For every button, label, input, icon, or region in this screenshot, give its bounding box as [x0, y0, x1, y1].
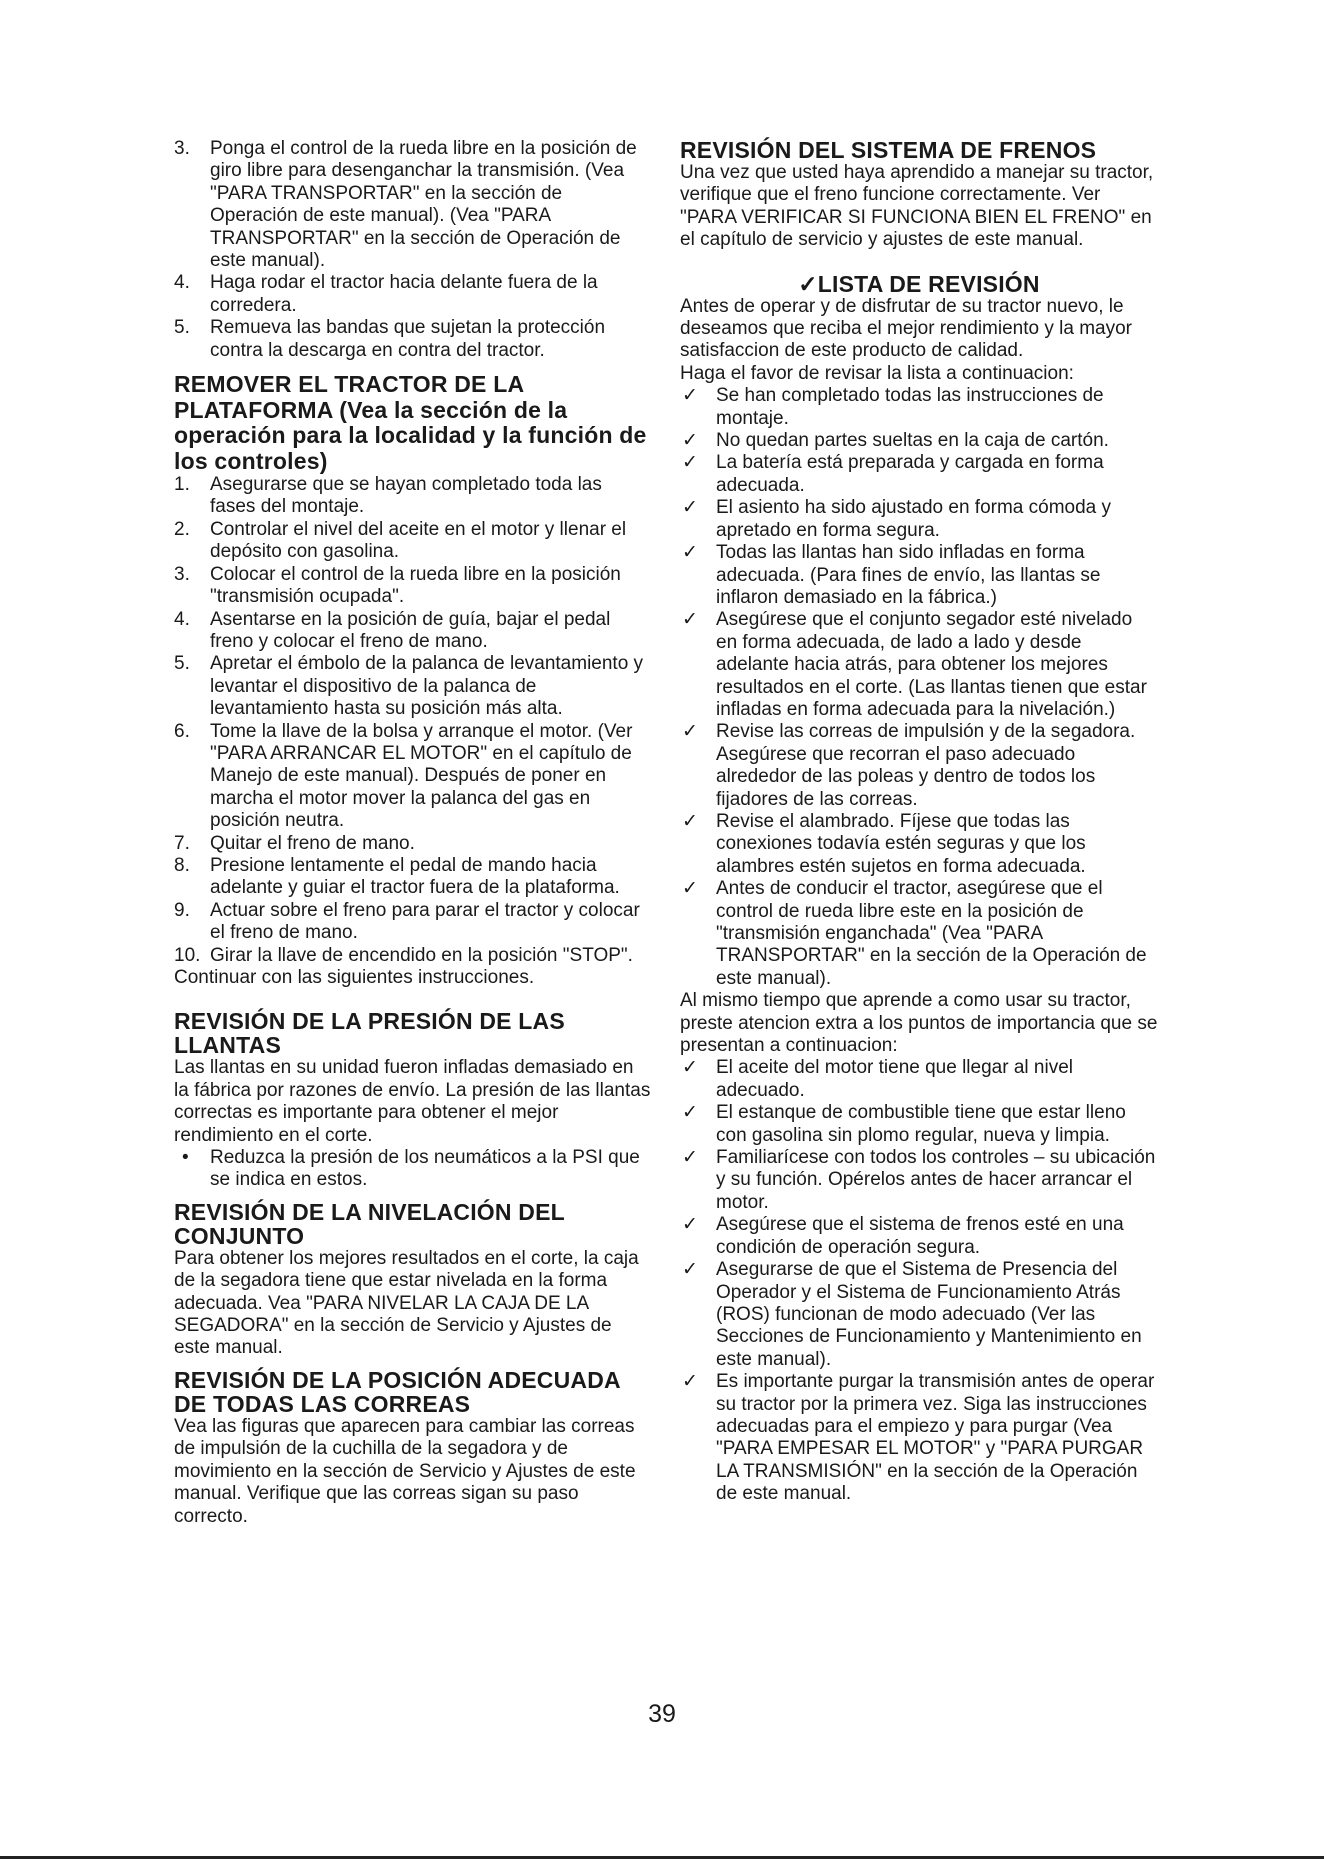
- checklist-lead: Haga el favor de revisar la lista a continuacion:: [680, 362, 1074, 384]
- transport-steps: [174, 138, 652, 362]
- step-text: Asegurarse que se hayan completado toda las fases del montaje.: [210, 474, 602, 518]
- continue-note: Continuar con las siguientes instrucciones.: [174, 967, 535, 988]
- belts-paragraph: Vea las figuras que aparecen para cambiar las correas de impulsión de la cuchilla de la segadora y de movimiento en la sección de Servicio y Ajustes de este manual. Verifique que las correas sigan su paso correcto.: [174, 1415, 636, 1527]
- step-number: 5.: [174, 653, 190, 675]
- list-item: [174, 317, 652, 362]
- step-number: 8.: [174, 854, 190, 876]
- checklist-item: [680, 721, 1158, 811]
- checklist-item: [680, 1147, 1158, 1214]
- section-heading-remove-tractor: REMOVER EL TRACTOR DE LA PLATAFORMA (Vea la sección de la operación para la localidad y la función de los controles): [174, 371, 647, 474]
- checklist-item: [680, 497, 1158, 542]
- bullet-text: Reduzca la presión de los neumáticos a la PSI que se indica en estos.: [210, 1147, 640, 1191]
- checklist-item: [680, 430, 1158, 452]
- step-text: Quitar el freno de mano.: [210, 832, 415, 854]
- step-text: Remueva las bandas que sujetan la protección contra la descarga en contra del tractor.: [210, 317, 606, 361]
- bullet-marker: •: [182, 1147, 189, 1169]
- step-number: 9.: [174, 899, 190, 921]
- checklist-intro: Antes de operar y de disfrutar de su tractor nuevo, le deseamos que reciba el mejor rendimiento y la mayor satisfaccion de este producto de calidad.: [680, 295, 1132, 362]
- step-number: 4.: [174, 272, 190, 294]
- checklist-item: [680, 452, 1158, 497]
- step-text: Actuar sobre el freno para parar el tractor y colocar el freno de mano.: [210, 899, 640, 944]
- tire-paragraph: Las llantas en su unidad fueron infladas demasiado en la fábrica por razones de envío. La presión de las llantas correctas es importante para obtener el mejor rendimiento en el corte.: [174, 1057, 651, 1146]
- step-text: Haga rodar el tractor hacia delante fuera de la corredera.: [210, 272, 598, 316]
- checklist-item-text: El aceite del motor tiene que llegar al nivel adecuado.: [716, 1057, 1073, 1101]
- checklist-item-text: Revise las correas de impulsión y de la segadora. Asegúrese que recorran el paso adecuado alrededor de las poleas y dentro de todos los fijadores de las correas.: [716, 721, 1136, 810]
- list-item: [174, 474, 652, 519]
- checklist-item: [680, 1102, 1158, 1147]
- checklist-item-text: Se han completado todas las instrucciones de montaje.: [716, 385, 1104, 429]
- step-number: 6.: [174, 720, 190, 742]
- checklist-item-text: El estanque de combustible tiene que estar lleno con gasolina sin plomo regular, nueva y limpia.: [716, 1102, 1126, 1146]
- list-item: [174, 653, 652, 720]
- section-heading-checklist: ✓LISTA DE REVISIÓN: [798, 270, 1040, 297]
- checklist-item-text: Es importante purgar la transmisión antes de operar su tractor por la primera vez. Siga las instrucciones adecuadas para el empiezo y para purgar (Vea "PARA EMPESAR EL MOTOR" y "PARA PURGAR LA TRANSMISIÓN" en la sección de la Operación de este manual.: [716, 1371, 1155, 1505]
- step-number: 5.: [174, 317, 190, 339]
- check-mark-icon: ✓: [682, 385, 698, 407]
- checklist-item: [680, 1371, 1158, 1505]
- check-mark-icon: ✓: [682, 452, 698, 474]
- section-heading-deck-level: REVISIÓN DE LA NIVELACIÓN DEL CONJUNTO: [174, 1198, 565, 1249]
- checklist-item: [680, 1214, 1158, 1259]
- step-number: 7.: [174, 832, 190, 854]
- list-item: [174, 138, 652, 272]
- check-mark-icon: ✓: [682, 609, 698, 631]
- checklist-item: [680, 542, 1158, 609]
- list-item: [174, 1147, 652, 1192]
- step-text: Apretar el émbolo de la palanca de levantamiento y levantar el dispositivo de la palanca de levantamiento hasta su posición más alta.: [210, 653, 644, 720]
- checklist-item: [680, 1259, 1158, 1371]
- check-mark-icon: ✓: [682, 430, 698, 452]
- checklist-item: [680, 1057, 1158, 1102]
- list-item: [174, 855, 652, 900]
- list-item: [174, 900, 652, 945]
- step-text: Controlar el nivel del aceite en el motor y llenar el depósito con gasolina.: [210, 518, 627, 563]
- check-mark-icon: ✓: [682, 497, 698, 519]
- checklist-item-text: El asiento ha sido ajustado en forma cómoda y apretado en forma segura.: [716, 497, 1112, 541]
- checklist-item: [680, 609, 1158, 721]
- step-number: 2.: [174, 518, 190, 540]
- checklist-item-text: Antes de conducir el tractor, asegúrese que el control de rueda libre este en la posición de "transmisión enganchada" (Vea "PARA TRANSPORTAR" en la sección de la Operación de este manual).: [716, 878, 1147, 989]
- step-number: 3.: [174, 563, 190, 585]
- step-number: 3.: [174, 138, 190, 159]
- step-number: 1.: [174, 474, 190, 496]
- check-mark-icon: ✓: [682, 1214, 698, 1236]
- check-mark-icon: ✓: [682, 1259, 698, 1281]
- check-mark-icon: ✓: [682, 878, 698, 900]
- section-heading-belts: REVISIÓN DE LA POSICIÓN ADECUADA DE TODAS LAS CORREAS: [174, 1366, 620, 1417]
- step-text: Presione lentamente el pedal de mando hacia adelante y guiar el tractor fuera de la plataforma.: [210, 854, 620, 899]
- list-item: [174, 272, 652, 317]
- section-heading-tire-pressure: REVISIÓN DE LA PRESIÓN DE LAS LLANTAS: [174, 1008, 565, 1059]
- list-item: [174, 833, 652, 855]
- check-mark-icon: ✓: [682, 810, 698, 832]
- checklist-item-text: Asegúrese que el conjunto segador esté nivelado en forma adecuada, de lado a lado y desde adelante hacia atrás, para obtener los mejores resultados en el corte. (Las llantas tienen que estar infladas en forma adecuada para la nivelación.): [716, 609, 1147, 720]
- step-number: 4.: [174, 608, 190, 630]
- list-item: [174, 609, 652, 654]
- brakes-paragraph: Una vez que usted haya aprendido a manejar su tractor, verifique que el freno funcione correctamente. Ver "PARA VERIFICAR SI FUNCIONA BIEN EL FRENO" en el capítulo de servicio y ajustes de este manual.: [680, 162, 1154, 251]
- step-number: 10.: [174, 944, 201, 966]
- check-mark-icon: ✓: [682, 1371, 698, 1393]
- checklist-item-text: Asegúrese que el sistema de frenos esté en una condición de operación segura.: [716, 1214, 1124, 1258]
- check-mark-icon: ✓: [682, 1102, 698, 1124]
- checklist-item-text: Revise el alambrado. Fíjese que todas las conexiones todavía estén seguras y que los alambres estén sujetos en forma adecuada.: [716, 810, 1086, 877]
- right-column: [680, 138, 1158, 1506]
- list-item: [174, 564, 652, 609]
- checklist-item: [680, 385, 1158, 430]
- step-text: Asentarse en la posición de guía, bajar el pedal freno y colocar el freno de mano.: [210, 608, 611, 652]
- left-column: [174, 138, 652, 1528]
- checklist-item-text: Familiarícese con todos los controles – su ubicación y su función. Opérelos antes de hacer arrancar el motor.: [716, 1147, 1156, 1213]
- checklist-item: [680, 811, 1158, 878]
- step-text: Tome la llave de la bolsa y arranque el motor. (Ver "PARA ARRANCAR EL MOTOR" en el capítulo de Manejo de este manual). Después de poner en marcha el motor mover la palanca del gas en posición neutra.: [210, 720, 633, 832]
- check-mark-icon: ✓: [682, 1057, 698, 1079]
- checklist: [680, 385, 1158, 990]
- step-text: Colocar el control de la rueda libre en la posición "transmisión ocupada".: [210, 563, 621, 608]
- tire-bullets: [174, 1147, 652, 1192]
- checklist-item-text: La batería está preparada y cargada en forma adecuada.: [716, 452, 1104, 496]
- attention-list: [680, 1057, 1158, 1505]
- step-text: Girar la llave de encendido en la posición "STOP".: [210, 944, 633, 966]
- checklist-item-text: No quedan partes sueltas en la caja de cartón.: [716, 430, 1109, 452]
- attention-intro: Al mismo tiempo que aprende a como usar su tractor, preste atencion extra a los puntos de importancia que se presentan a continuacion:: [680, 990, 1158, 1057]
- list-item: [174, 721, 652, 833]
- checklist-item-text: Asegurarse de que el Sistema de Presencia del Operador y el Sistema de Funcionamiento Atrás (ROS) funcionan de modo adecuado (Ver las Secciones de Funcionamiento y Mantenimiento en este manual).: [716, 1259, 1142, 1370]
- bottom-divider: [0, 1856, 1324, 1859]
- list-item: [174, 519, 652, 564]
- check-mark-icon: ✓: [682, 542, 698, 564]
- page-number: 39: [648, 1700, 676, 1728]
- checklist-item: [680, 878, 1158, 990]
- level-paragraph: Para obtener los mejores resultados en el corte, la caja de la segadora tiene que estar nivelada en la forma adecuada. Vea "PARA NIVELAR LA CAJA DE LA SEGADORA" en la sección de Servicio y Ajustes de este manual.: [174, 1247, 639, 1359]
- list-item: [174, 945, 652, 967]
- checklist-item-text: Todas las llantas han sido infladas en forma adecuada. (Para fines de envío, las llantas se inflaron demasiado en la fábrica.): [716, 542, 1101, 608]
- step-text: Ponga el control de la rueda libre en la posición de giro libre para desenganchar la transmisión. (Vea "PARA TRANSPORTAR" en la sección de Operación de este manual). (Vea "PARA TRANSPORTAR" en la sección de Operación de este manual).: [210, 138, 637, 272]
- section-heading-brakes: REVISIÓN DEL SISTEMA DE FRENOS: [680, 137, 1097, 163]
- check-mark-icon: ✓: [682, 1147, 698, 1169]
- remove-steps: [174, 474, 652, 967]
- check-mark-icon: ✓: [682, 721, 698, 743]
